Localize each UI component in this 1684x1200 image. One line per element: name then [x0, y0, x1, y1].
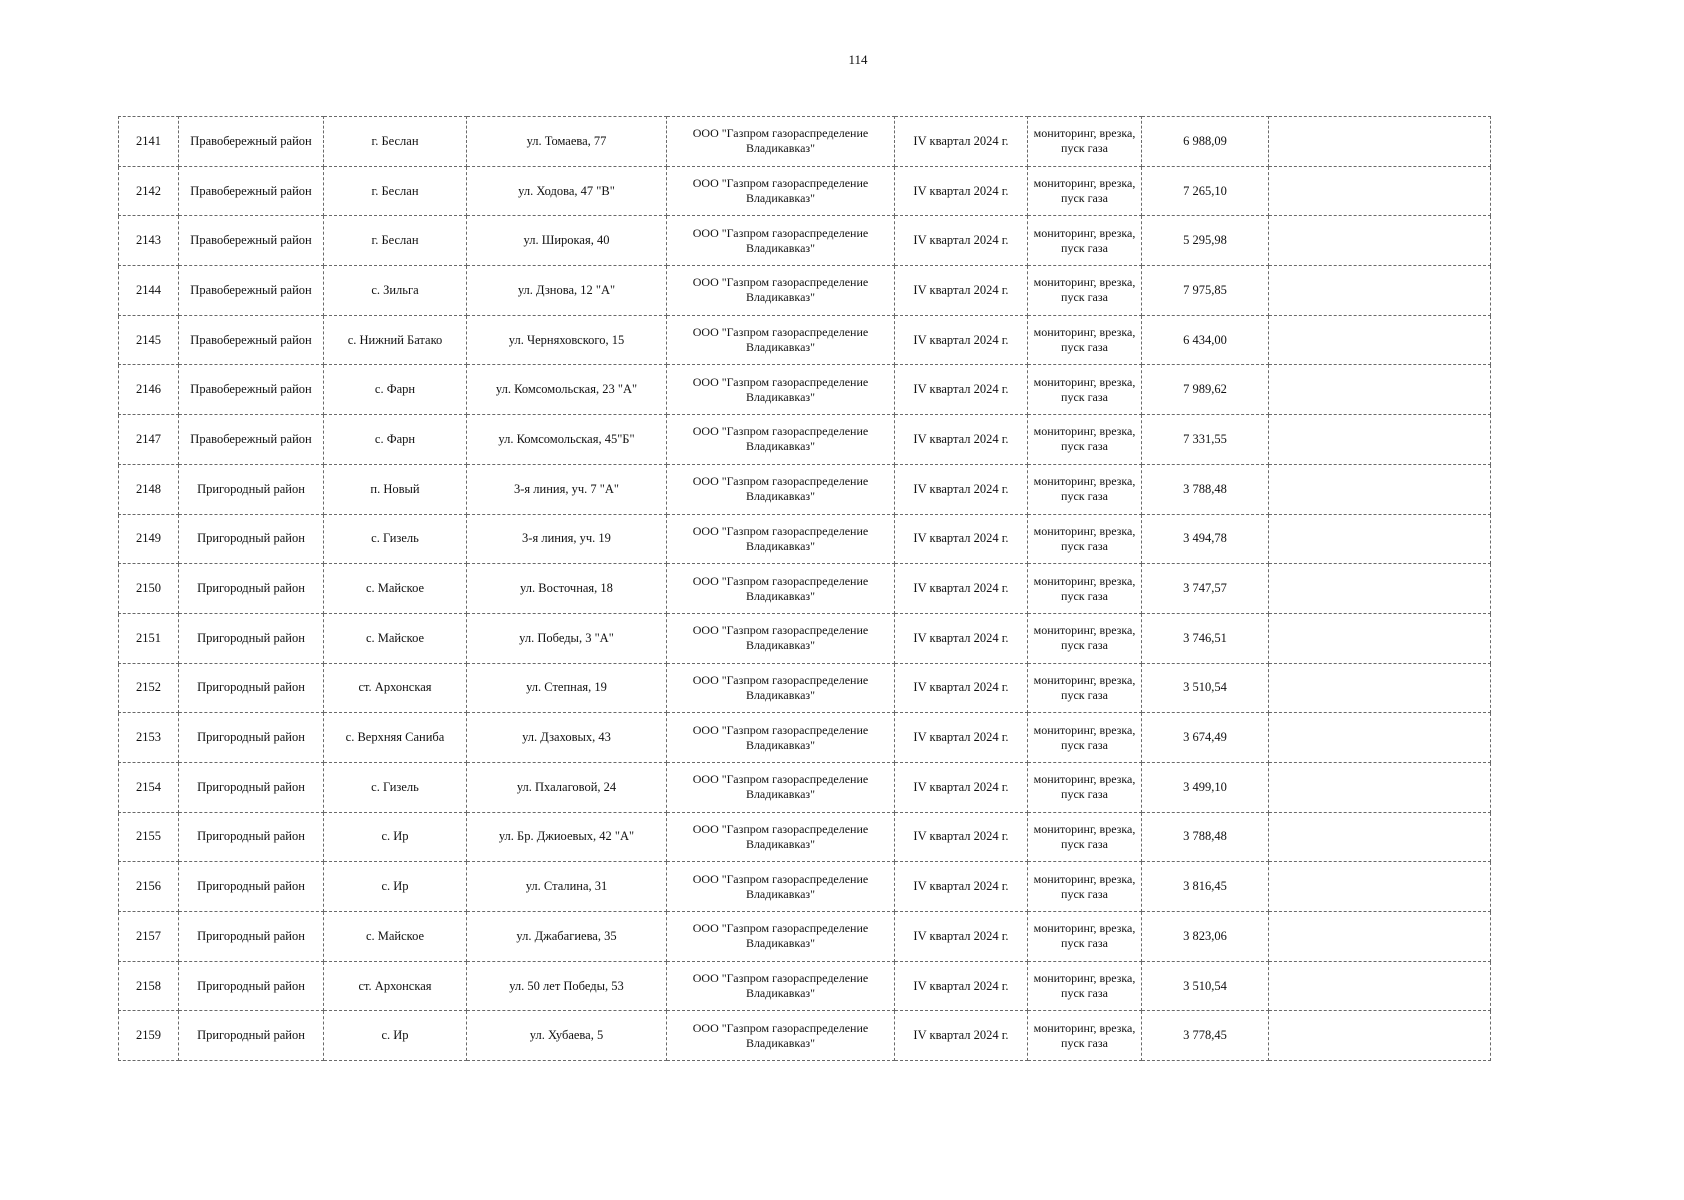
cell-cost: 3 788,48 — [1142, 464, 1269, 514]
cell-settlement: с. Майское — [324, 613, 467, 663]
cell-row-number: 2155 — [119, 812, 179, 862]
cell-work-type: мониторинг, врезка, пуск газа — [1028, 514, 1142, 564]
cell-work-type: мониторинг, врезка, пуск газа — [1028, 762, 1142, 812]
table-row — [119, 365, 1491, 415]
page-number: 114 — [848, 52, 868, 67]
cell-row-number: 2154 — [119, 762, 179, 812]
cell-address: ул. Дзаховых, 43 — [467, 713, 667, 763]
cell-settlement: с. Ир — [324, 1011, 467, 1061]
cell-address: ул. Победы, 3 "А" — [467, 613, 667, 663]
registry-table — [118, 116, 1491, 1061]
cell-organization: ООО "Газпром газораспределение Владикавказ" — [667, 315, 895, 365]
cell-cost: 3 746,51 — [1142, 613, 1269, 663]
cell-cost: 3 747,57 — [1142, 564, 1269, 614]
cell-cost: 7 989,62 — [1142, 365, 1269, 415]
table-row — [119, 166, 1491, 216]
table-body — [119, 117, 1491, 1061]
cell-deadline: IV квартал 2024 г. — [895, 166, 1028, 216]
cell-district: Правобережный район — [179, 415, 324, 465]
table-row — [119, 762, 1491, 812]
cell-work-type: мониторинг, врезка, пуск газа — [1028, 216, 1142, 266]
cell-row-number: 2141 — [119, 117, 179, 167]
cell-work-type: мониторинг, врезка, пуск газа — [1028, 315, 1142, 365]
cell-work-type: мониторинг, врезка, пуск газа — [1028, 663, 1142, 713]
cell-cost: 3 823,06 — [1142, 912, 1269, 962]
cell-deadline: IV квартал 2024 г. — [895, 862, 1028, 912]
cell-row-number: 2151 — [119, 613, 179, 663]
cell-organization: ООО "Газпром газораспределение Владикавказ" — [667, 613, 895, 663]
table-row — [119, 912, 1491, 962]
cell-deadline: IV квартал 2024 г. — [895, 812, 1028, 862]
cell-settlement: с. Фарн — [324, 415, 467, 465]
cell-work-type: мониторинг, врезка, пуск газа — [1028, 166, 1142, 216]
cell-blank — [1269, 762, 1491, 812]
cell-deadline: IV квартал 2024 г. — [895, 315, 1028, 365]
cell-cost: 3 499,10 — [1142, 762, 1269, 812]
cell-district: Пригородный район — [179, 912, 324, 962]
cell-organization: ООО "Газпром газораспределение Владикавказ" — [667, 961, 895, 1011]
cell-cost: 7 331,55 — [1142, 415, 1269, 465]
table-row — [119, 663, 1491, 713]
cell-settlement: ст. Архонская — [324, 961, 467, 1011]
cell-blank — [1269, 117, 1491, 167]
cell-deadline: IV квартал 2024 г. — [895, 415, 1028, 465]
cell-row-number: 2150 — [119, 564, 179, 614]
cell-blank — [1269, 216, 1491, 266]
cell-cost: 3 494,78 — [1142, 514, 1269, 564]
cell-blank — [1269, 1011, 1491, 1061]
cell-settlement: с. Ир — [324, 862, 467, 912]
cell-address: ул. Бр. Джиоевых, 42 "А" — [467, 812, 667, 862]
cell-blank — [1269, 564, 1491, 614]
cell-deadline: IV квартал 2024 г. — [895, 912, 1028, 962]
cell-row-number: 2158 — [119, 961, 179, 1011]
cell-address: ул. Томаева, 77 — [467, 117, 667, 167]
table-row — [119, 713, 1491, 763]
cell-blank — [1269, 315, 1491, 365]
cell-cost: 7 975,85 — [1142, 266, 1269, 316]
cell-work-type: мониторинг, врезка, пуск газа — [1028, 1011, 1142, 1061]
cell-blank — [1269, 415, 1491, 465]
cell-settlement: с. Гизель — [324, 762, 467, 812]
cell-address: ул. Степная, 19 — [467, 663, 667, 713]
cell-district: Правобережный район — [179, 166, 324, 216]
cell-cost: 3 674,49 — [1142, 713, 1269, 763]
cell-row-number: 2157 — [119, 912, 179, 962]
cell-row-number: 2149 — [119, 514, 179, 564]
cell-organization: ООО "Газпром газораспределение Владикавказ" — [667, 464, 895, 514]
cell-deadline: IV квартал 2024 г. — [895, 564, 1028, 614]
cell-deadline: IV квартал 2024 г. — [895, 464, 1028, 514]
table-row — [119, 514, 1491, 564]
table-row — [119, 266, 1491, 316]
cell-district: Правобережный район — [179, 266, 324, 316]
cell-organization: ООО "Газпром газораспределение Владикавказ" — [667, 117, 895, 167]
cell-address: 3-я линия, уч. 19 — [467, 514, 667, 564]
cell-organization: ООО "Газпром газораспределение Владикавказ" — [667, 862, 895, 912]
cell-work-type: мониторинг, врезка, пуск газа — [1028, 613, 1142, 663]
cell-organization: ООО "Газпром газораспределение Владикавказ" — [667, 762, 895, 812]
cell-blank — [1269, 166, 1491, 216]
cell-work-type: мониторинг, врезка, пуск газа — [1028, 812, 1142, 862]
cell-deadline: IV квартал 2024 г. — [895, 961, 1028, 1011]
cell-work-type: мониторинг, врезка, пуск газа — [1028, 365, 1142, 415]
cell-blank — [1269, 961, 1491, 1011]
cell-organization: ООО "Газпром газораспределение Владикавказ" — [667, 912, 895, 962]
cell-address: ул. Ходова, 47 "В" — [467, 166, 667, 216]
cell-row-number: 2147 — [119, 415, 179, 465]
cell-settlement: с. Зильга — [324, 266, 467, 316]
cell-deadline: IV квартал 2024 г. — [895, 216, 1028, 266]
cell-address: ул. Пхалаговой, 24 — [467, 762, 667, 812]
cell-district: Пригородный район — [179, 1011, 324, 1061]
cell-row-number: 2146 — [119, 365, 179, 415]
cell-blank — [1269, 514, 1491, 564]
cell-organization: ООО "Газпром газораспределение Владикавказ" — [667, 564, 895, 614]
cell-organization: ООО "Газпром газораспределение Владикавказ" — [667, 365, 895, 415]
cell-row-number: 2142 — [119, 166, 179, 216]
cell-address: ул. Комсомольская, 45"Б" — [467, 415, 667, 465]
cell-address: 3-я линия, уч. 7 "А" — [467, 464, 667, 514]
cell-deadline: IV квартал 2024 г. — [895, 365, 1028, 415]
table-row — [119, 415, 1491, 465]
table-row — [119, 613, 1491, 663]
cell-deadline: IV квартал 2024 г. — [895, 514, 1028, 564]
cell-settlement: г. Беслан — [324, 117, 467, 167]
cell-deadline: IV квартал 2024 г. — [895, 713, 1028, 763]
cell-organization: ООО "Газпром газораспределение Владикавказ" — [667, 216, 895, 266]
cell-organization: ООО "Газпром газораспределение Владикавказ" — [667, 415, 895, 465]
cell-row-number: 2143 — [119, 216, 179, 266]
cell-row-number: 2145 — [119, 315, 179, 365]
table-row — [119, 117, 1491, 167]
cell-deadline: IV квартал 2024 г. — [895, 613, 1028, 663]
cell-settlement: с. Майское — [324, 912, 467, 962]
cell-organization: ООО "Газпром газораспределение Владикавказ" — [667, 166, 895, 216]
table-row — [119, 862, 1491, 912]
cell-district: Пригородный район — [179, 613, 324, 663]
cell-district: Пригородный район — [179, 762, 324, 812]
cell-work-type: мониторинг, врезка, пуск газа — [1028, 415, 1142, 465]
cell-address: ул. 50 лет Победы, 53 — [467, 961, 667, 1011]
cell-cost: 7 265,10 — [1142, 166, 1269, 216]
cell-work-type: мониторинг, врезка, пуск газа — [1028, 862, 1142, 912]
cell-row-number: 2148 — [119, 464, 179, 514]
cell-address: ул. Джабагиева, 35 — [467, 912, 667, 962]
cell-work-type: мониторинг, врезка, пуск газа — [1028, 961, 1142, 1011]
table-row — [119, 961, 1491, 1011]
cell-deadline: IV квартал 2024 г. — [895, 762, 1028, 812]
cell-cost: 3 778,45 — [1142, 1011, 1269, 1061]
cell-organization: ООО "Газпром газораспределение Владикавказ" — [667, 266, 895, 316]
cell-deadline: IV квартал 2024 г. — [895, 117, 1028, 167]
cell-cost: 3 510,54 — [1142, 663, 1269, 713]
cell-settlement: с. Фарн — [324, 365, 467, 415]
cell-settlement: с. Майское — [324, 564, 467, 614]
cell-settlement: ст. Архонская — [324, 663, 467, 713]
cell-work-type: мониторинг, врезка, пуск газа — [1028, 117, 1142, 167]
cell-blank — [1269, 862, 1491, 912]
cell-cost: 3 816,45 — [1142, 862, 1269, 912]
cell-blank — [1269, 464, 1491, 514]
table-row — [119, 1011, 1491, 1061]
cell-row-number: 2156 — [119, 862, 179, 912]
cell-row-number: 2152 — [119, 663, 179, 713]
cell-address: ул. Сталина, 31 — [467, 862, 667, 912]
cell-cost: 5 295,98 — [1142, 216, 1269, 266]
cell-work-type: мониторинг, врезка, пуск газа — [1028, 464, 1142, 514]
cell-work-type: мониторинг, врезка, пуск газа — [1028, 266, 1142, 316]
cell-settlement: г. Беслан — [324, 216, 467, 266]
cell-address: ул. Комсомольская, 23 "А" — [467, 365, 667, 415]
cell-district: Пригородный район — [179, 663, 324, 713]
cell-address: ул. Восточная, 18 — [467, 564, 667, 614]
cell-organization: ООО "Газпром газораспределение Владикавказ" — [667, 1011, 895, 1061]
cell-deadline: IV квартал 2024 г. — [895, 663, 1028, 713]
table-row — [119, 315, 1491, 365]
cell-blank — [1269, 613, 1491, 663]
cell-district: Правобережный район — [179, 216, 324, 266]
cell-organization: ООО "Газпром газораспределение Владикавказ" — [667, 514, 895, 564]
cell-settlement: п. Новый — [324, 464, 467, 514]
cell-blank — [1269, 912, 1491, 962]
cell-blank — [1269, 365, 1491, 415]
cell-address: ул. Хубаева, 5 — [467, 1011, 667, 1061]
cell-district: Правобережный район — [179, 365, 324, 415]
cell-district: Правобережный район — [179, 315, 324, 365]
cell-district: Пригородный район — [179, 713, 324, 763]
cell-settlement: с. Гизель — [324, 514, 467, 564]
cell-district: Пригородный район — [179, 812, 324, 862]
cell-cost: 6 988,09 — [1142, 117, 1269, 167]
cell-district: Правобережный район — [179, 117, 324, 167]
cell-cost: 3 788,48 — [1142, 812, 1269, 862]
cell-work-type: мониторинг, врезка, пуск газа — [1028, 713, 1142, 763]
cell-row-number: 2144 — [119, 266, 179, 316]
cell-deadline: IV квартал 2024 г. — [895, 1011, 1028, 1061]
cell-district: Пригородный район — [179, 464, 324, 514]
cell-blank — [1269, 663, 1491, 713]
cell-settlement: с. Верхняя Саниба — [324, 713, 467, 763]
cell-blank — [1269, 812, 1491, 862]
cell-settlement: с. Нижний Батако — [324, 315, 467, 365]
cell-cost: 6 434,00 — [1142, 315, 1269, 365]
cell-cost: 3 510,54 — [1142, 961, 1269, 1011]
table-row — [119, 812, 1491, 862]
cell-district: Пригородный район — [179, 564, 324, 614]
cell-settlement: с. Ир — [324, 812, 467, 862]
cell-row-number: 2153 — [119, 713, 179, 763]
table-row — [119, 464, 1491, 514]
cell-row-number: 2159 — [119, 1011, 179, 1061]
cell-organization: ООО "Газпром газораспределение Владикавказ" — [667, 812, 895, 862]
table-row — [119, 564, 1491, 614]
cell-district: Пригородный район — [179, 862, 324, 912]
cell-deadline: IV квартал 2024 г. — [895, 266, 1028, 316]
cell-district: Пригородный район — [179, 514, 324, 564]
cell-organization: ООО "Газпром газораспределение Владикавказ" — [667, 713, 895, 763]
cell-settlement: г. Беслан — [324, 166, 467, 216]
cell-blank — [1269, 713, 1491, 763]
cell-address: ул. Черняховского, 15 — [467, 315, 667, 365]
cell-work-type: мониторинг, врезка, пуск газа — [1028, 912, 1142, 962]
cell-district: Пригородный район — [179, 961, 324, 1011]
cell-address: ул. Дзнова, 12 "А" — [467, 266, 667, 316]
cell-address: ул. Широкая, 40 — [467, 216, 667, 266]
cell-organization: ООО "Газпром газораспределение Владикавказ" — [667, 663, 895, 713]
cell-work-type: мониторинг, врезка, пуск газа — [1028, 564, 1142, 614]
table-row — [119, 216, 1491, 266]
cell-blank — [1269, 266, 1491, 316]
